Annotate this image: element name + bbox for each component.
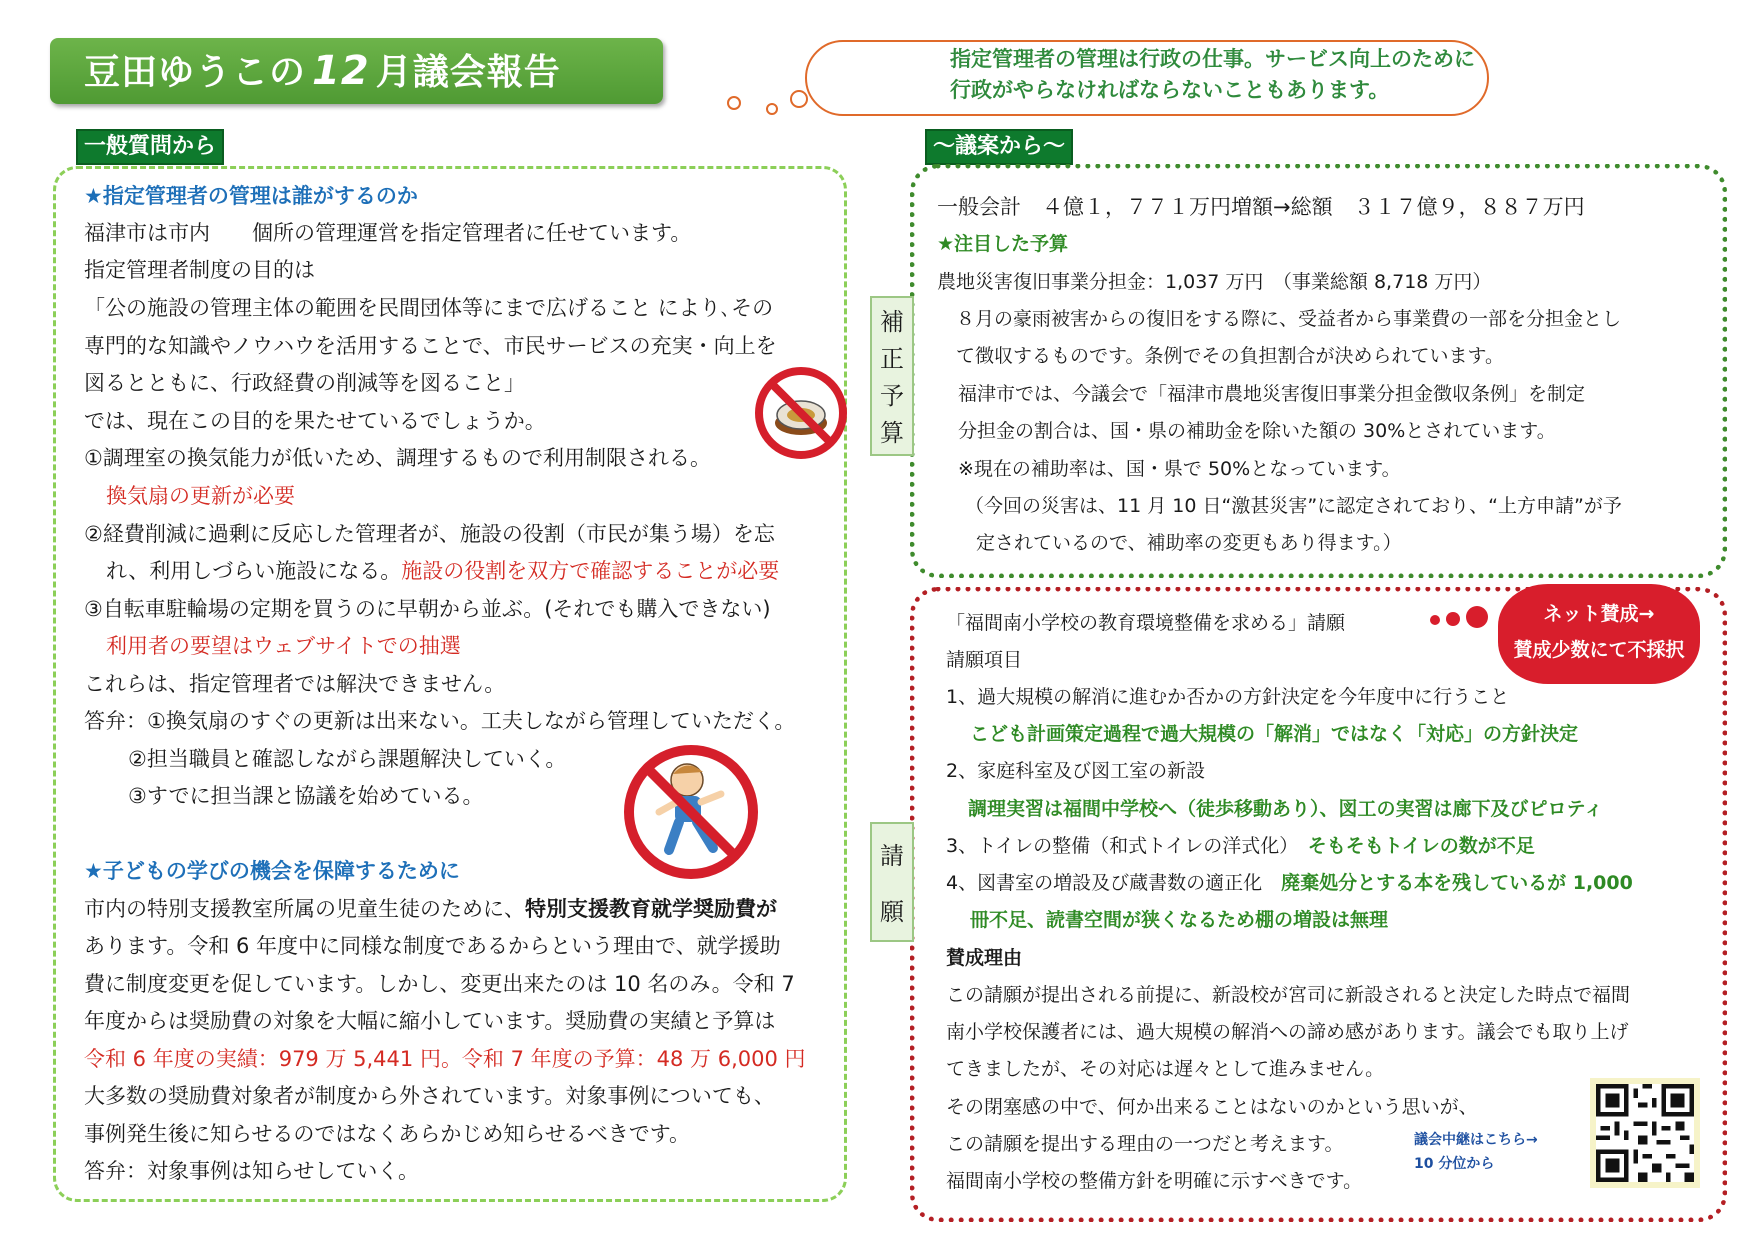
text-line: 答弁：対象事例は知らせしていく。 <box>84 1159 419 1183</box>
text-segment: 4、図書室の増設及び蔵書数の適正化 <box>946 872 1263 894</box>
cloud-text <box>950 44 1475 106</box>
title-banner <box>50 38 663 104</box>
section-tag-general-questions: 一般質問から <box>76 129 224 165</box>
text-line: 定されているので、補助率の変更もあり得ます。） <box>976 532 1402 554</box>
label-char: 正 <box>880 345 904 373</box>
cloud-bubble-tiny <box>766 103 778 115</box>
cloud-bubble-medium <box>790 90 808 108</box>
badge-line-2: 賛成少数にて不採択 <box>1513 639 1685 661</box>
no-cooking-icon <box>753 365 849 461</box>
text-segment: 3、トイレの整備（和式トイレの洋式化） <box>946 835 1289 857</box>
badge-bubble <box>1466 606 1488 628</box>
title-prefix: 豆田ゆうこの <box>84 52 307 93</box>
supplementary-budget-label <box>870 296 914 456</box>
petition-item-3 <box>946 828 1535 865</box>
broadcast-link-text: 議会中継はこちら→ <box>1414 1132 1538 1148</box>
label-char: 補 <box>880 308 904 336</box>
petition-items-heading: 請願項目 <box>946 649 1023 671</box>
text-line: ②経費削減に過剰に反応した管理者が、施設の役割（市民が集う場）を忘 <box>84 522 775 546</box>
result-badge <box>1498 584 1700 684</box>
text-line: 福津市は市内 個所の管理運営を指定管理者に任せています。 <box>84 221 692 245</box>
text-line: 費に制度変更を促しています。しかし、変更出来たのは 10 名のみ。令和 7 <box>84 972 795 996</box>
text-line: て徴収するものです。条例でその負担割合が決められています。 <box>956 345 1504 367</box>
cloud-line-1: 指定管理者の管理は行政の仕事。サービス向上のために <box>950 47 1475 71</box>
support-reason-heading: 賛成理由 <box>946 947 1023 969</box>
heading-children-learning: ★子どもの学びの機会を保障するために <box>84 859 460 883</box>
text-line: では、現在この目的を果たせているでしょうか。 <box>84 409 546 433</box>
badge-bubble <box>1446 612 1460 626</box>
text-line: 答弁：①換気扇のすぐの更新は出来ない。工夫しながら管理していただく。 <box>84 709 796 733</box>
focus-budget-heading: ★注目した予算 <box>937 233 1069 255</box>
text-line: 専門的な知識やノウハウを活用することで、市民サービスの充実・向上を <box>84 334 777 358</box>
text-line: この請願を提出する理由の一つだと考えます。 <box>946 1133 1344 1155</box>
text-line: 南小学校保護者には、過大規模の解消への諦め感があります。議会でも取り上げ <box>946 1021 1629 1043</box>
petition-item-4-note-cont: 冊不足、読書空間が狭くなるため棚の増設は無理 <box>970 909 1389 931</box>
text-line: ※現在の補助率は、国・県で 50%となっています。 <box>958 458 1401 480</box>
text-line: 農地災害復旧事業分担金：1,037 万円 （事業総額 8,718 万円） <box>937 271 1492 293</box>
general-account-total: 一般会計 ４億１，７７１万円増額→総額 ３１７億９，８８７万円 <box>937 195 1585 219</box>
text-line: これらは、指定管理者では解決できません。 <box>84 672 506 696</box>
label-char: 請 <box>880 842 904 870</box>
text-line: ③すでに担当課と協議を始めている。 <box>128 784 484 808</box>
text-segment: れ、利用しづらい施設になる。 <box>106 559 402 583</box>
petition-item-4 <box>946 865 1633 902</box>
cloud-bubble-small <box>727 96 741 110</box>
qr-code-icon <box>1596 1084 1694 1182</box>
petition-title: 「福間南小学校の教育環境整備を求める」請願 <box>946 612 1346 634</box>
text-line: 指定管理者制度の目的は <box>84 258 315 282</box>
label-char: 予 <box>880 382 904 410</box>
text-line: 図るとともに、行政経費の削減等を図ること」 <box>84 371 525 395</box>
petition-label <box>870 822 914 942</box>
text-line: （今回の災害は、11 月 10 日“激甚災害”に認定されており、“上方申請”が予 <box>965 495 1622 517</box>
text-segment: 市内の特別支援教室所属の児童生徒のために、 <box>84 897 525 921</box>
cloud-line-2: 行政がやらなければならないこともあります。 <box>950 78 1390 102</box>
highlight-text: 施設の役割を双方で確認することが必要 <box>401 559 780 583</box>
heading-designated-manager: ★指定管理者の管理は誰がするのか <box>84 184 418 208</box>
petition-item-3-note: そもそもトイレの数が不足 <box>1307 835 1535 857</box>
text-line: あります。令和 6 年度中に同様な制度であるからという理由で、就学援助 <box>84 934 781 958</box>
text-line: ８月の豪雨被害からの復旧をする際に、受益者から事業費の一部を分担金とし <box>956 308 1622 330</box>
highlight-text: 換気扇の更新が必要 <box>106 484 295 508</box>
petition-item-4-note: 廃棄処分とする本を残しているが 1,000 <box>1281 872 1633 894</box>
petition-item-1: 1、過大規模の解消に進むか否かの方針決定を今年度中に行うこと <box>946 686 1510 708</box>
text-line: ①調理室の換気能力が低いため、調理するもので利用制限される。 <box>84 446 711 470</box>
text-line: 分担金の割合は、国・県の補助金を除いた額の 30%とされています。 <box>958 420 1556 442</box>
text-line: ②担当職員と確認しながら課題解決していく。 <box>128 747 567 771</box>
badge-line-1: ネット賛成→ <box>1543 603 1655 625</box>
label-char: 願 <box>880 898 904 926</box>
petition-item-2-note: 調理実習は福間中学校へ（徒歩移動あり）、図工の実習は廊下及びピロティ <box>968 798 1603 820</box>
text-line <box>106 553 779 591</box>
no-running-icon <box>617 738 765 886</box>
badge-bubble <box>1430 615 1440 625</box>
broadcast-time-text: 10 分位から <box>1414 1156 1495 1172</box>
highlight-text: 利用者の要望はウェブサイトでの抽選 <box>106 634 461 658</box>
text-line: 福間南小学校の整備方針を明確に示すべきです。 <box>946 1170 1363 1192</box>
title-suffix: 月議会報告 <box>375 52 561 93</box>
text-line: 年度からは奨励費の対象を大幅に縮小しています。奨励費の実績と予算は <box>84 1009 776 1033</box>
petition-item-1-note: こども計画策定過程で過大規模の「解消」ではなく「対応」の方針決定 <box>970 723 1579 745</box>
text-line: 福津市では、今議会で「福津市農地災害復旧事業分担金徴収条例」を制定 <box>958 383 1586 405</box>
highlight-text: 令和 6 年度の実績：979 万 5,441 円。令和 7 年度の予算：48 万 6,000 円 <box>84 1047 806 1071</box>
text-line: その閉塞感の中で、何か出来ることはないのかという思いが、 <box>946 1096 1478 1118</box>
title-number: 12 <box>312 48 370 94</box>
label-char: 算 <box>880 419 904 447</box>
section-tag-bills: ～議案から～ <box>925 129 1073 165</box>
text-line: ③自転車駐輪場の定期を買うのに早朝から並ぶ。(それでも購入できない) <box>84 597 771 621</box>
text-line: 「公の施設の管理主体の範囲を民間団体等にまで広げること により､その <box>84 296 774 320</box>
text-line: この請願が提出される前提に、新設校が宮司に新設されると決定した時点で福間 <box>946 984 1631 1006</box>
text-line: 事例発生後に知らせるのではなくあらかじめ知らせるべきです。 <box>84 1122 691 1146</box>
petition-item-2: 2、家庭科室及び図工室の新設 <box>946 760 1206 782</box>
text-line <box>84 891 777 929</box>
text-line: 大多数の奨励費対象者が制度から外されています。対象事例についても、 <box>84 1084 775 1108</box>
qr-code[interactable] <box>1590 1078 1700 1188</box>
broadcast-note <box>1414 1128 1538 1176</box>
bold-text: 特別支援教育就学奨励費が <box>525 897 777 921</box>
text-line: てきましたが、その対応は遅々として進みません。 <box>946 1058 1385 1080</box>
